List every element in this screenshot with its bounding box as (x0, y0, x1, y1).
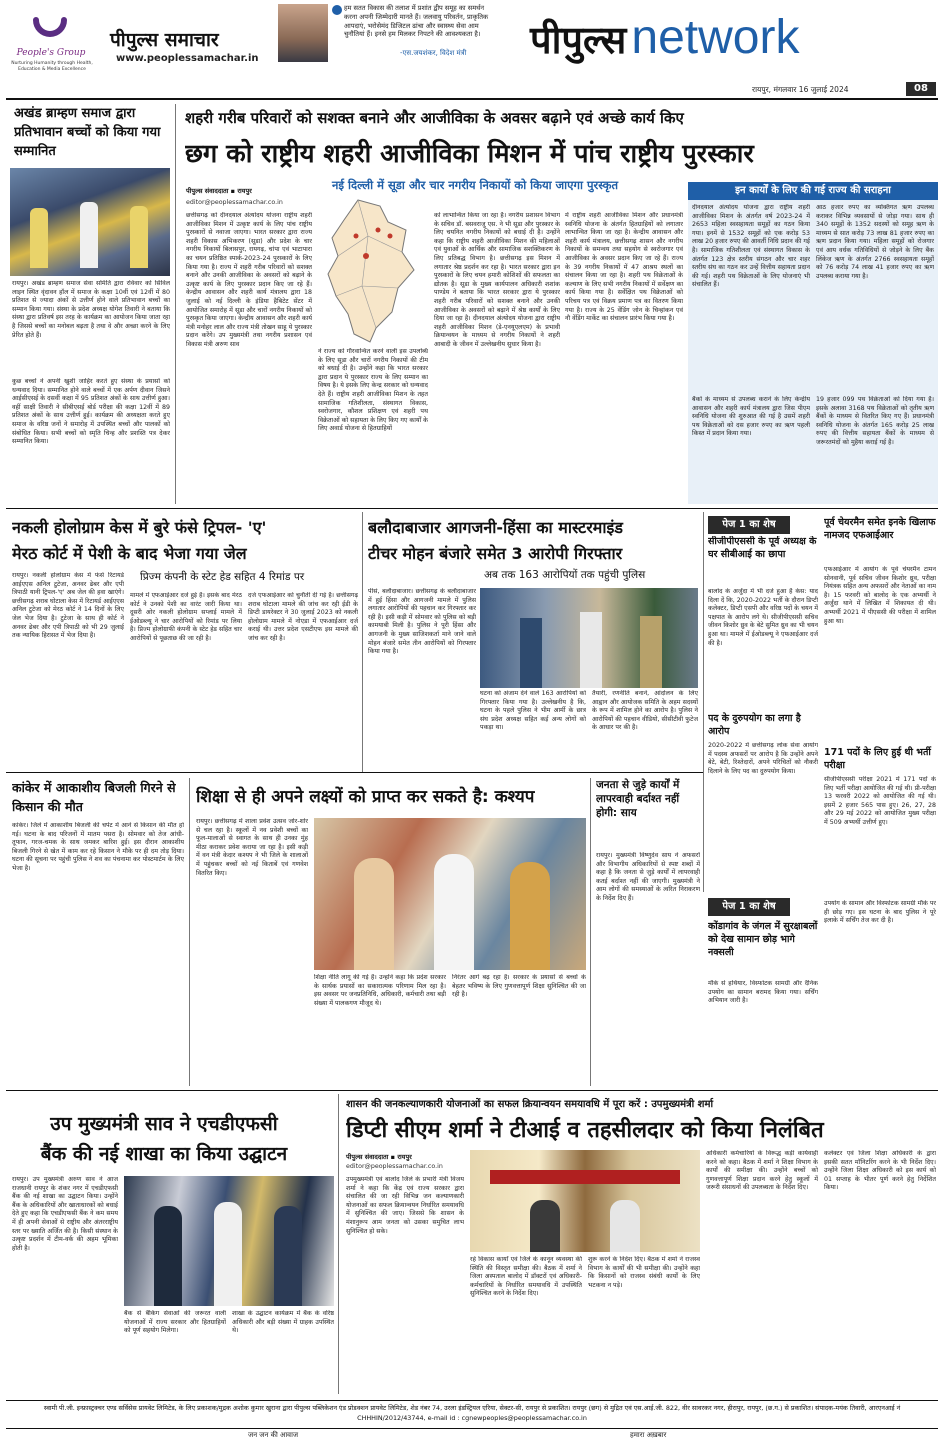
peoples-group-logo (30, 8, 70, 46)
section-rule (6, 1090, 938, 1091)
network-logo (530, 10, 930, 72)
kashyap-col1: रायपुर। छत्तीसगढ़ में शाला प्रवेश उत्सव जोर-शोर से चल रहा है। स्कूलों में नव प्रवेशी बच्चों का फूल-मालाओं से स्वागत के साथ ही उनका मुंह मीठा कराकर प्रवेश कराया जा रहा है। इसी कड़ी में वन मंत्री केदार कश्यप ने भी जिले के शालाओं में पहुंचकर बच्चों को नई किताबें एवं गणवेश वितरित किए। (196, 818, 308, 877)
divider (590, 778, 591, 1086)
quote-text: हम सतत विकास की तलाश में प्रशांत द्वीप समूह का समर्थन करना अपनी जिम्मेदारी मानते हैं। जलवायु परिवर्तन, प्राकृतिक आपदाएं, भरोसेमंद डिजिटल ढांचा और स्वास्थ्य सेवा आम चुनौतियां हैं। इनसे हम मिलकर निपटने की आवश्यकता है। (344, 4, 489, 39)
janata-headline: जनता से जुड़े कार्यों में लापरवाही बर्दाश्त नहीं होगी: साय (596, 779, 680, 819)
network-latin: network (631, 11, 800, 64)
baloda-headline2: टीचर मोहन बंजारे समेत 3 आरोपी गिरफ्तार (368, 544, 623, 563)
lead-byline-name: पीपुल्स संवाददाता (186, 187, 229, 195)
paper-title-text: पीपुल्स समाचार (110, 29, 219, 51)
lead-email[interactable]: editor@peoplessamachar.co.in (186, 199, 283, 206)
hologram-subhead: प्रिज्म कंपनी के स्टेट हेड सहित 4 रिमांड पर (140, 571, 305, 583)
shesh-right-headline: पूर्व चेयरमैन समेत इनके खिलाफ नामजद एफआईआर (824, 517, 936, 541)
quote-icon (332, 5, 342, 15)
kashyap-headline: शिक्षा से ही अपने लक्ष्यों को प्राप्त कर सकते है: कश्यप (196, 787, 535, 807)
hologram-headline2: मेरठ कोर्ट में पेशी के बाद भेजा गया जेल (12, 544, 247, 563)
left-story-photo (10, 168, 170, 276)
sharma-col1: उपमुख्यमंत्री एवं बालोद जिले के प्रभारी मंत्री विजय शर्मा ने कहा कि केंद्र एवं राज्य सरकार द्वारा संचालित की जा रही विभिन्न जन कल्याणकारी योजनाओं का सफल क्रियान्वयन निर्धारित समयावधि में सुनिश्चित की जाए। जिससे कि शासन के मंशानुरूप आम जनता को उसका समुचित लाभ सुनिश्चित हो सके। (346, 1176, 464, 1235)
hologram-photo (12, 570, 132, 571)
box-foot2: 19 हजार 099 पथ विक्रेताओं को दिया गया है। इसके अलावा 3168 पथ विक्रेताओं को तृतीय ऋण बैंकों के माध्यम से वितरित किए गए हैं। प्रधानमंत्री स्वनिधि योजना के अंतर्गत 165 करोड़ 25 लाख रुपए की वित्तीय सहायता बैंकों के माध्यम से जरूरतमंदों को मुहैया कराई गई है। (816, 396, 934, 446)
footer-right: हमारा अख़बार (630, 1431, 667, 1439)
page-number: 08 (906, 82, 936, 96)
shesh2-tag: पेज 1 का शेष (708, 898, 790, 916)
sao-col3: शाखा के उद्घाटन कार्यक्रम में बैंक के वरिष्ठ अधिकारी और बड़ी संख्या में ग्राहक उपस्थित थे। (232, 1310, 334, 1335)
kashyap-col2: शिक्षा नीति लागू की गई है। उन्होंने कहा कि प्रदेश सरकार के सार्थक प्रयासों का सकारात्मक परिणाम मिल रहा है। इस अवसर पर जनप्रतिनिधि, अधिकारी, कर्मचारी तथा बड़ी संख्या में पालकगण मौजूद थे। (314, 974, 446, 1007)
masthead-rule (6, 98, 938, 100)
quote-author: -एस.जयशंकर, विदेश मंत्री (400, 49, 467, 57)
left-story-body: कुछ बच्चों ने अपनी खुशी जाहिर करते हुए संस्था के प्रयासों को धन्यवाद दिया। सम्मानित होने वाले बच्चों में एक अर्पण दीवान जिसने आईसीएसई के दसवीं कक्षा में 95 प्रतिशत अंकों के साथ उत्तीर्ण हुआ। वहीं साक्षी तिवारी ने सीबीएसई बोर्ड परीक्षा की कक्षा 12वीं में 89 प्रतिशत अंकों के साथ उत्तीर्ण हुई। कार्यक्रम की अध्यक्षता करते हुए समाज के वरिष्ठ जनों ने समारोह में उपस्थित बच्चों और पालकों को संबोधित किया। सभी बच्चों को स्मृति चिन्ह और प्रशस्ति पत्र देकर सम्मानित किया। (12, 378, 170, 446)
left-story-caption: रायपुर। अखंड ब्राम्हण समाज सेवा समिति द्वारा रविवार को सिविल लाइन स्थित वृंदावन हॉल में समाज के कक्षा 10वीं एवं 12वीं में 80 प्रतिशत से ज्यादा अंकों से उत्तीर्ण होने वाले प्रतिभावान बच्चों का सम्मान किया गया। संस्था के प्रदेश अध्यक्ष योगेश तिवारी ने बताया कि संस्था द्वारा प्रतिवर्ष इस तरह के कार्यक्रम का आयोजन किया जाता रहा है जिससे बच्चों का मनोबल बढ़ता है तथा वे और अच्छा करने के लिए प्रेरित होते हैं। (12, 280, 170, 339)
lead-side-box (688, 182, 938, 504)
shesh1-headline: सीजीपीएससी के पूर्व अध्यक्ष के घर सीबीआई का छापा (708, 536, 817, 560)
kanker-body: कांकेर। जिले में आकाशीय बिजली की चपेट में आने से किसान की मौत हो गई। घटना के बाद परिजनों में मातम पसरा है। सोमवार को तेज आंधी-तूफान, गरज-चमक के साथ जमकर बारिश हुई। इस दौरान आकाशीय बिजली गिरने से खेत में काम कर रहे किसान ने मौके पर ही दम तोड़ दिया। घटना की सूचना पर पहुंची पुलिस ने शव का पंचनामा कर पोस्टमार्टम के लिए भेजा है। (12, 822, 184, 872)
lead-col1: छत्तीसगढ़ को दीनदयाल अंत्योदय योजना राष्ट्रीय शहरी आजीविका मिशन में उत्कृष्ट कार्य के लिए पांच राष्ट्रीय पुरस्कारों से नवाजा जाएगा। भारत सरकार द्वारा राज्य शहरी विकास अभिकरण (सूडा) और प्रदेश के चार नगरीय निकायों बिलासपुर, रायगढ़, चांपा एवं भाटापारा का चयन प्रतिष्ठित स्पार्क-2023-24 पुरस्कारों के लिए किया गया है। राज्य में शहरी गरीब परिवारों को सशक्त बनाने और उनकी आजीविका के अवसरों को बढ़ाने के उत्कृष्ट कार्य के लिए पुरस्कार प्रदान किए जा रहे हैं। केन्द्रीय आवासन और शहरी कार्य मंत्रालय द्वारा 18 जुलाई को नई दिल्ली के इंडिया हैबिटेट सेंटर में आयोजित समारोह में सूडा और चारों नगरीय निकायों को पुरस्कृत किया जाएगा। केन्द्रीय आवासन और शहरी कार्य मंत्री मनोहर लाल और राज्य मंत्री तोखन साहू ये पुरस्कार प्रदान करेंगे। उप मुख्यमंत्री तथा नगरीय प्रशासन एवं विकास मंत्री अरुण साव (186, 212, 312, 348)
footer-rule (6, 1428, 938, 1429)
lead-col3: को लाभान्वित किया जा रहा है। नगरीय प्रशासन विभाग के सचिव डॉ. बसवराजु एस. ने भी सूडा और पुरस्कार के लिए चयनित नगरीय निकायों को बधाई दी है। उन्होंने कहा कि राष्ट्रीय शहरी आजीविका मिशन की महिलाओं एवं युवाओं के आर्थिक और सामाजिक सशक्तिकरण के लिए प्रतिबद्ध विभाग है। छत्तीसगढ़ इस मिशन में लगातार श्रेष्ठ प्रदर्शन कर रहा है। भारत सरकार द्वारा इन पुरस्कारों के लिए चयन हमारी कोशिशों की सफलता का द्योतक है। सूडा के मुख्य कार्यपालन अधिकारी शशांक पाण्डेय ने बताया कि भारत सरकार द्वारा ये पुरस्कार शहरी गरीब परिवारों को सशक्त बनाने और उनकी आजीविका के अवसरों को बढ़ाने में श्रेष्ठ कार्यों के लिए दिया जा रहा है। दीनदयाल अंत्योदय योजना द्वारा राष्ट्रीय शहरी आजीविका मिशन (डे-एनयूएलएम) के प्रभावी क्रियान्वयन के माध्यम से नगरीय निकायों ने शहरी आबादी के जीवन में उल्लेखनीय सुधार किया है। (434, 212, 560, 348)
box-col1: दीनदयाल अंत्योदय योजना द्वारा राष्ट्रीय शहरी आजीविका मिशन के अंतर्गत वर्ष 2023-24 में 2653 महिला स्वसहायता समूहों का गठन किया गया। इनमें से 1532 समूहों को एक करोड़ 53 लाख 20 हजार रुपए की आवर्ती निधि प्रदान की गई है। सामाजिक गतिशीलता एवं संस्थागत विकास के अंतर्गत 123 क्षेत्र स्तरीय संगठन और चार शहर स्तरीय संघ का गठन कर उन्हें वित्तीय सहायता प्रदान की गई। शहरी पथ विक्रेताओं के लिए योजनाएं भी संचालित हैं। (692, 204, 810, 289)
shesh1-sub1-body: 2020-2022 में छत्तीसगढ़ लोक सेवा आयोग में पदस्थ अफसरों पर आरोप है कि उन्होंने अपने बेटे, बेटी, रिश्तेदारों, अपने परिचितों को नौकरी दिलाने के लिए पद का दुरुपयोग किया। (708, 742, 818, 775)
sao-col2: बैंक से बैंकिंग सेवाओं की जरूरत वाली योजनाओं में राज्य सरकार और हितग्राहियों को पूर्ण सहयोग मिलेगा। (124, 1310, 226, 1335)
kashyap-photo (314, 818, 586, 970)
box-col2: आठ हजार रुपए का व्यक्तिगत ऋण उपलब्ध कराकर विभिन्न व्यवसायों से जोड़ा गया। साथ ही 340 समूहों के 1352 सदस्यों को समूह ऋण के माध्यम से सात करोड़ 73 लाख 81 हजार रुपए का ऋण प्रदान किया गया। महिला समूहों को रोजगार एवं आय वर्धक गतिविधियों से जोड़ने के लिए बैंक लिंकेज ऋण के अंतर्गत 2766 स्वसहायता समूहों को 76 करोड़ 74 लाख 41 हजार रुपए का ऋण उपलब्ध कराया गया है। (816, 204, 934, 280)
sharma-byline-place: रायपुर (397, 1153, 412, 1161)
sharma-headline: डिप्टी सीएम शर्मा ने टीआई व तहसीलदार को किया निलंबित (346, 1118, 824, 1143)
kashyap-col3: निरंतर आगे बढ़ रहा है। सरकार के प्रयासों से बच्चों के बेहतर भविष्य के लिए गुणवत्तापूर्ण शिक्षा सुनिश्चित की जा रही है। (452, 974, 586, 999)
sharma-col4: अधिकारी कर्मचारियों के विरूद्ध कड़ी कार्यवाही करने को कहा। बैठक में शर्मा ने शिक्षा विभाग के कार्यों की समीक्षा की। उन्होंने बच्चों को गुणवत्तापूर्ण शिक्षा प्रदान करने हेतु स्कूलों में जरूरी संसाधनों की उपलब्धता के निर्देश दिए। (706, 1150, 818, 1192)
lead-headline: छग को राष्ट्रीय शहरी आजीविका मिशन में पांच राष्ट्रीय पुरस्कार (185, 139, 754, 169)
sharma-col2: रहे विकास कार्यों एवं जिले के कानून व्यवस्था की स्थिति की विस्तृत समीक्षा की। बैठक में शर्मा ने जिला अस्पताल बालोद में डॉक्टरों एवं अधिकारी-कर्मचारियों के निर्धारित समयावधि में उपस्थिति सुनिश्चित करने के निर्देश दिए। (470, 1256, 582, 1298)
paper-title (110, 26, 270, 52)
lead-kicker: शहरी गरीब परिवारों को सशक्त बनाने और आजीविका के अवसर बढ़ाने एवं अच्छे कार्य किए (185, 109, 684, 127)
left-story-headline: अखंड ब्राम्हण समाज द्वारा प्रतिभावान बच्चों को किया गया सम्मानित (14, 106, 161, 159)
box-foot1: बैंकों के माध्यम से उपलब्ध कराने के लिए केन्द्रीय आवासन और शहरी कार्य मंत्रालय द्वारा जिस पीएम स्वनिधि योजना की शुरुआत की गई है उसमें शहरी पथ विक्रेताओं को दस हजार रुपए का ऋण पहली किस्त में प्रदान किया गया। (692, 396, 810, 438)
divider (189, 778, 190, 1086)
kanker-headline: कांकेर में आकाशीय बिजली गिरने से किसान की मौत (12, 780, 176, 814)
box-title: इन कार्यों के लिए की गई राज्य की सराहना (688, 182, 938, 200)
brand-tagline-2: Nurturing Humanity through Health, Education & Media Excellence (11, 61, 93, 72)
website[interactable]: www.peoplessamachar.in (116, 53, 259, 64)
baloda-photo (480, 588, 698, 688)
sao-photo (124, 1176, 334, 1306)
footer-imprint: स्वामी पी.जी. इन्फ्रास्ट्रक्चर एण्ड सर्विसेस प्रायवेट लिमिटेड, के लिए प्रकाशक/मुद्रक अशोक कुमार खुराना द्वारा पीपुल्स पब्लिकेशन एंड प्रोडक्शन प्रायवेट लिमिटेड, शेड नंबर 74, उरला इंडस्ट्रियल एरिया, सेक्टर-सी, रायपुर से प्रकाशित। रायपुर (छग) से मुद्रित एवं एस.आई.जी. 822, वीर सावरकर नगर, हीरापुर, रायपुर, (छ.ग.) से प्रकाशित। संपादक-मयंक तिवारी, आरएनआई नं CHHHIN/2012/43744, e-mail id : cgnewpeoples@peoplessamachar.co.in (43, 1404, 901, 1422)
hologram-col3: दर्ज एफआईआर को चुनौती दी गई है। छत्तीसगढ़ शराब घोटाला मामले की जांच कर रही ईडी के डिप्टी डायरेक्टर ने 30 जुलाई 2023 को नकली होलोग्राम मामले में नोएडा में एफआईआर दर्ज कराई थी। उत्तर प्रदेश एसटीएफ इस मामले की जांच कर रही है। (248, 592, 358, 642)
shesh1-sub1: पद के दुरुपयोग का लगा है आरोप (708, 713, 801, 737)
shesh-right-sub2-body: सीजीपीएससी परीक्षा 2021 में 171 पदों के लिए भर्ती परीक्षा आयोजित की गई थी। प्री-परीक्षा 13 फरवरी 2022 को आयोजित की गई थी। इसमें 2 हजार 565 पास हुए। 26, 27, 28 और 29 मई 2022 को आयोजित मुख्य परीक्षा में 509 अभ्यर्थी उत्तीर्ण हुए। (824, 776, 936, 826)
lead-byline-place: रायपुर (237, 187, 252, 195)
divider (338, 1094, 339, 1394)
shesh2-headline: कोंडागांव के जंगल में सुरक्षाबलों को देख सामान छोड़ भागे नक्सली (708, 921, 818, 958)
jaishankar-photo (278, 4, 328, 62)
divider (175, 104, 176, 504)
hologram-col2: मामले में एफआईआर दर्ज हुई है। इसके बाद मेरठ कोर्ट ने उनको पेशी का वारंट जारी किया था। दूसरी ओर नकली होलोग्राम सप्लाई मामले में ईओडब्ल्यू ने चार आरोपियों को रिमांड पर लिया है। प्रिज्म होलोग्राफी कंपनी के स्टेट हेड सहित चार आरोपियों से पूछताछ की जा रही है। (130, 592, 242, 642)
hologram-col1: रायपुर। नकली होलोग्राम केस में फंसे रिटायर्ड आईएएस अनिल टुटेजा, अनवर ढेबर और एपी त्रिपाठी यानी ट्रिपल-'ए' अब जेल की हवा खाएंगे। छत्तीसगढ़ शराब घोटाला केस में रिटायर्ड आईएएस अनिल टुटेजा को मेरठ कोर्ट ने 14 दिनों के लिए जेल भेज दिया है। टुटेजा के साथ ही कोर्ट ने अनवर ढेबर और एपी त्रिपाठी को भी 29 जुलाई तक न्यायिक हिरासत में भेज दिया है। (12, 572, 124, 640)
section-rule (6, 508, 938, 509)
divider (703, 512, 704, 892)
baloda-headline: बलौदाबाजार आगजनी-हिंसा का मास्टरमाइंड (368, 518, 623, 537)
shesh-right-sub2: 171 पदों के लिए हुई थी भर्ती परीक्षा (824, 747, 931, 771)
lead-subhead: नई दिल्ली में सूडा और चार नगरीय निकायों को किया जाएगा पुरस्कृत (332, 178, 619, 192)
footer-left: जन जन की आवाज (248, 1431, 299, 1439)
sharma-byline: पीपुल्स संवाददाता ▪ रायपुर (346, 1153, 412, 1161)
shesh-right-body: एफआईआर में आयोग के पूर्व चेयरमैन टामन सोनवानी, पूर्व सचिव जीवन किशोर ध्रुव, परीक्षा नियंत्रक सहित अन्य अफसरों और नेताओं का नाम है। 15 फरवरी को बालोद के एक अभ्यर्थी ने अर्जुंदा थाने में लिखित में शिकायत दी थी। अभ्यर्थी 2021 में पीएससी की परीक्षा में शामिल हुआ था। (824, 566, 936, 625)
baloda-col1: पीसं, बलौदाबाजार। छत्तीसगढ़ के बलौदाबाजार में हुई हिंसा और आगजनी मामले में पुलिस लगातार आरोपियों की पहचान कर गिरफ्तार कर रही है। इसी कड़ी में सोमवार को पुलिस को बड़ी कामयाबी मिली है। पुलिस ने पूरी हिंसा और आगजनी के मुख्य साजिशकर्ता माने जाने वाले मोहन बंजारे समेत तीन आरोपियों को गिरफ्तार किया गया है। (368, 588, 476, 656)
lead-col2: ने राज्य को गौरवान्वित करने वाली इस उपलब्धि के लिए सूडा और चारों नगरीय निकायों की टीम को बधाई दी है। उन्होंने कहा कि भारत सरकार द्वारा प्रदान ये पुरस्कार राज्य के लिए सम्मान का विषय है। ये इसके लिए केन्द्र सरकार को धन्यवाद देते हैं। राष्ट्रीय शहरी आजीविका मिशन के तहत सामाजिक गतिशीलता, संस्थागत विकास, स्वरोजगार, कौशल प्रशिक्षण एवं शहरी पथ विक्रेताओं को सहायता के लिए किए गए कार्यों के लिए अवार्ड योजना से हितग्राहियों (318, 348, 428, 433)
sharma-email[interactable]: editor@peoplessamachar.co.in (346, 1163, 443, 1170)
baloda-subhead: अब तक 163 आरोपियों तक पहुंची पुलिस (484, 569, 646, 581)
sharma-byline-name: पीपुल्स संवाददाता (346, 1153, 389, 1161)
baloda-col2: घटना को अंजाम देने वाले 163 आरोपियों को गिरफ्तार किया गया है। उल्लेखनीय है कि, घटना के पहले पुलिस ने भीम आर्मी के छात्र संघ प्रदेश अध्यक्ष सहित कई अन्य लोगों को पकड़ा था। (480, 690, 586, 732)
sharma-kicker: शासन की जनकल्याणकारी योजनाओं का सफल क्रियान्वयन समयावधि में पूरा करें : उपमुख्यमंत्री शर्मा (346, 1099, 714, 1110)
shesh2-right-body: उपयोग के सामान और विस्फोटक सामग्री मौके पर ही छोड़ गए। इस घटना के बाद पुलिस ने पूरे इलाके में सर्चिंग तेज कर दी है। (824, 900, 936, 925)
section-rule (6, 772, 703, 773)
masthead (0, 0, 945, 98)
chhattisgarh-map (318, 196, 422, 346)
shesh1-tag: पेज 1 का शेष (708, 516, 790, 534)
brand-tagline-1: People's Group (16, 48, 86, 58)
lead-byline: पीपुल्स संवाददाता ▪ रायपुर (186, 187, 252, 195)
footer-rule (6, 1400, 938, 1401)
hologram-headline: नकली होलोग्राम केस में बुरे फंसे ट्रिपल- 'ए' (12, 518, 267, 537)
baloda-col3: तैयारी, रणनीति बनाने, आंदोलन के लिए आह्वान और आयोजक समिति के अहम सदस्यों के रूप में शामिल होने का आरोप है। पुलिस ने आरोपियों की पहचान वीडियो, सीसीटीवी फुटेज के आधार पर की है। (592, 690, 698, 732)
sharma-col3: शुरू करने के निर्देश दिए। बैठक में शर्मा ने राजस्व विभाग के कार्यों की भी समीक्षा की। उन्होंने कहा कि किसानों को राजस्व संबंधी कार्यों के लिए भटकना न पड़े। (588, 1256, 700, 1289)
sharma-photo (470, 1150, 700, 1252)
sao-headline2: बैंक की नई शाखा का किया उद्घाटन (40, 1143, 288, 1165)
dateline: रायपुर, मंगलवार 16 जुलाई 2024 (752, 85, 849, 94)
divider (362, 512, 363, 772)
shesh2-body: मौके से हथियार, विस्फोटक सामग्री और दैनिक उपयोग का सामान बरामद किया गया। सर्चिंग अभियान जारी है। (708, 980, 818, 1005)
sao-col1: रायपुर। उप मुख्यमंत्री अरुण साव ने आज राजधानी रायपुर के शंकर नगर में एचडीएफसी बैंक की नई शाखा का उद्घाटन किया। उन्होंने बैंक के अधिकारियों और खाताधारकों को बधाई देते हुए कहा कि एचडीएफसी बैंक ने कम समय में ही अपनी सेवाओं से राष्ट्रीय और अंतरराष्ट्रीय स्तर पर ख्याति अर्जित की है। किसी संस्थान के उत्कृष्ट प्रदर्शन में टीम-वर्क की अहम भूमिका होती है। (12, 1176, 118, 1252)
sao-headline: उप मुख्यमंत्री साव ने एचडीएफसी (50, 1113, 278, 1135)
network-hindi: पीपुल्स (530, 18, 627, 62)
lead-col4: में राष्ट्रीय शहरी आजीविका मिशन और प्रधानमंत्री स्वनिधि योजना के अंतर्गत हितग्राहियों को लगातार लाभान्वित किया जा रहा है। केन्द्रीय आवासन और शहरी कार्य मंत्रालय, छत्तीसगढ़ शासन और नगरीय निकायों के समन्वय तथा सहयोग से स्वरोजगार एवं आजीविका के अवसर प्रदान किए जा रहे हैं। राज्य के 39 नगरीय निकायों में 47 आश्रय स्थलों का संचालन किया जा रहा है। शहरी पथ विक्रेताओं के कल्याण के लिए सभी नगरीय निकायों में सर्वेक्षण का कार्य किया गया है। सर्वेक्षित पथ विक्रेताओं को परिचय पत्र एवं विक्रय प्रमाण पत्र का वितरण किया गया है। राज्य के 25 वेंडिंग जोन के चिन्हांकन एवं नौ वेंडिंग मार्केट का संचालन प्रारंभ किया गया है। (565, 212, 683, 323)
sharma-col5: कलेक्टर एवं जिला शिक्षा अधिकारी के द्वारा इसकी सतत मॉनिटरिंग करने के भी निर्देश दिए। उन्होंने जिला शिक्षा अधिकारी को इस कार्य को 01 सप्ताह के भीतर पूर्ण करने हेतु निर्देशित किया। (824, 1150, 936, 1192)
shesh1-body: बालोद के अर्जुंदा में भी दर्ज हुआ है केस: याद दिला दें कि, 2020-2022 भर्ती के दौरान डिप्टी कलेक्टर, डिप्टी एसपी और वरिष्ठ पदों के चयन में पक्षपात के आरोप लगे थे। सीजीपीएससी सचिव जीवन किशोर ध्रुव के बेटे सुमित ध्रुव का भी चयन हुआ था। मामले में ईओडब्ल्यू ने एफआईआर दर्ज की है। (708, 588, 818, 647)
janata-body: रायपुर। मुख्यमंत्री विष्णुदेव साय ने अफसरों और विभागीय अधिकारियों से स्पष्ट शब्दों में कहा है कि जनता से जुड़े कार्यों में लापरवाही कतई बर्दाश्त नहीं की जाएगी। मुख्यमंत्री ने आम लोगों की समस्याओं के त्वरित निराकरण के निर्देश दिए हैं। (596, 852, 700, 902)
